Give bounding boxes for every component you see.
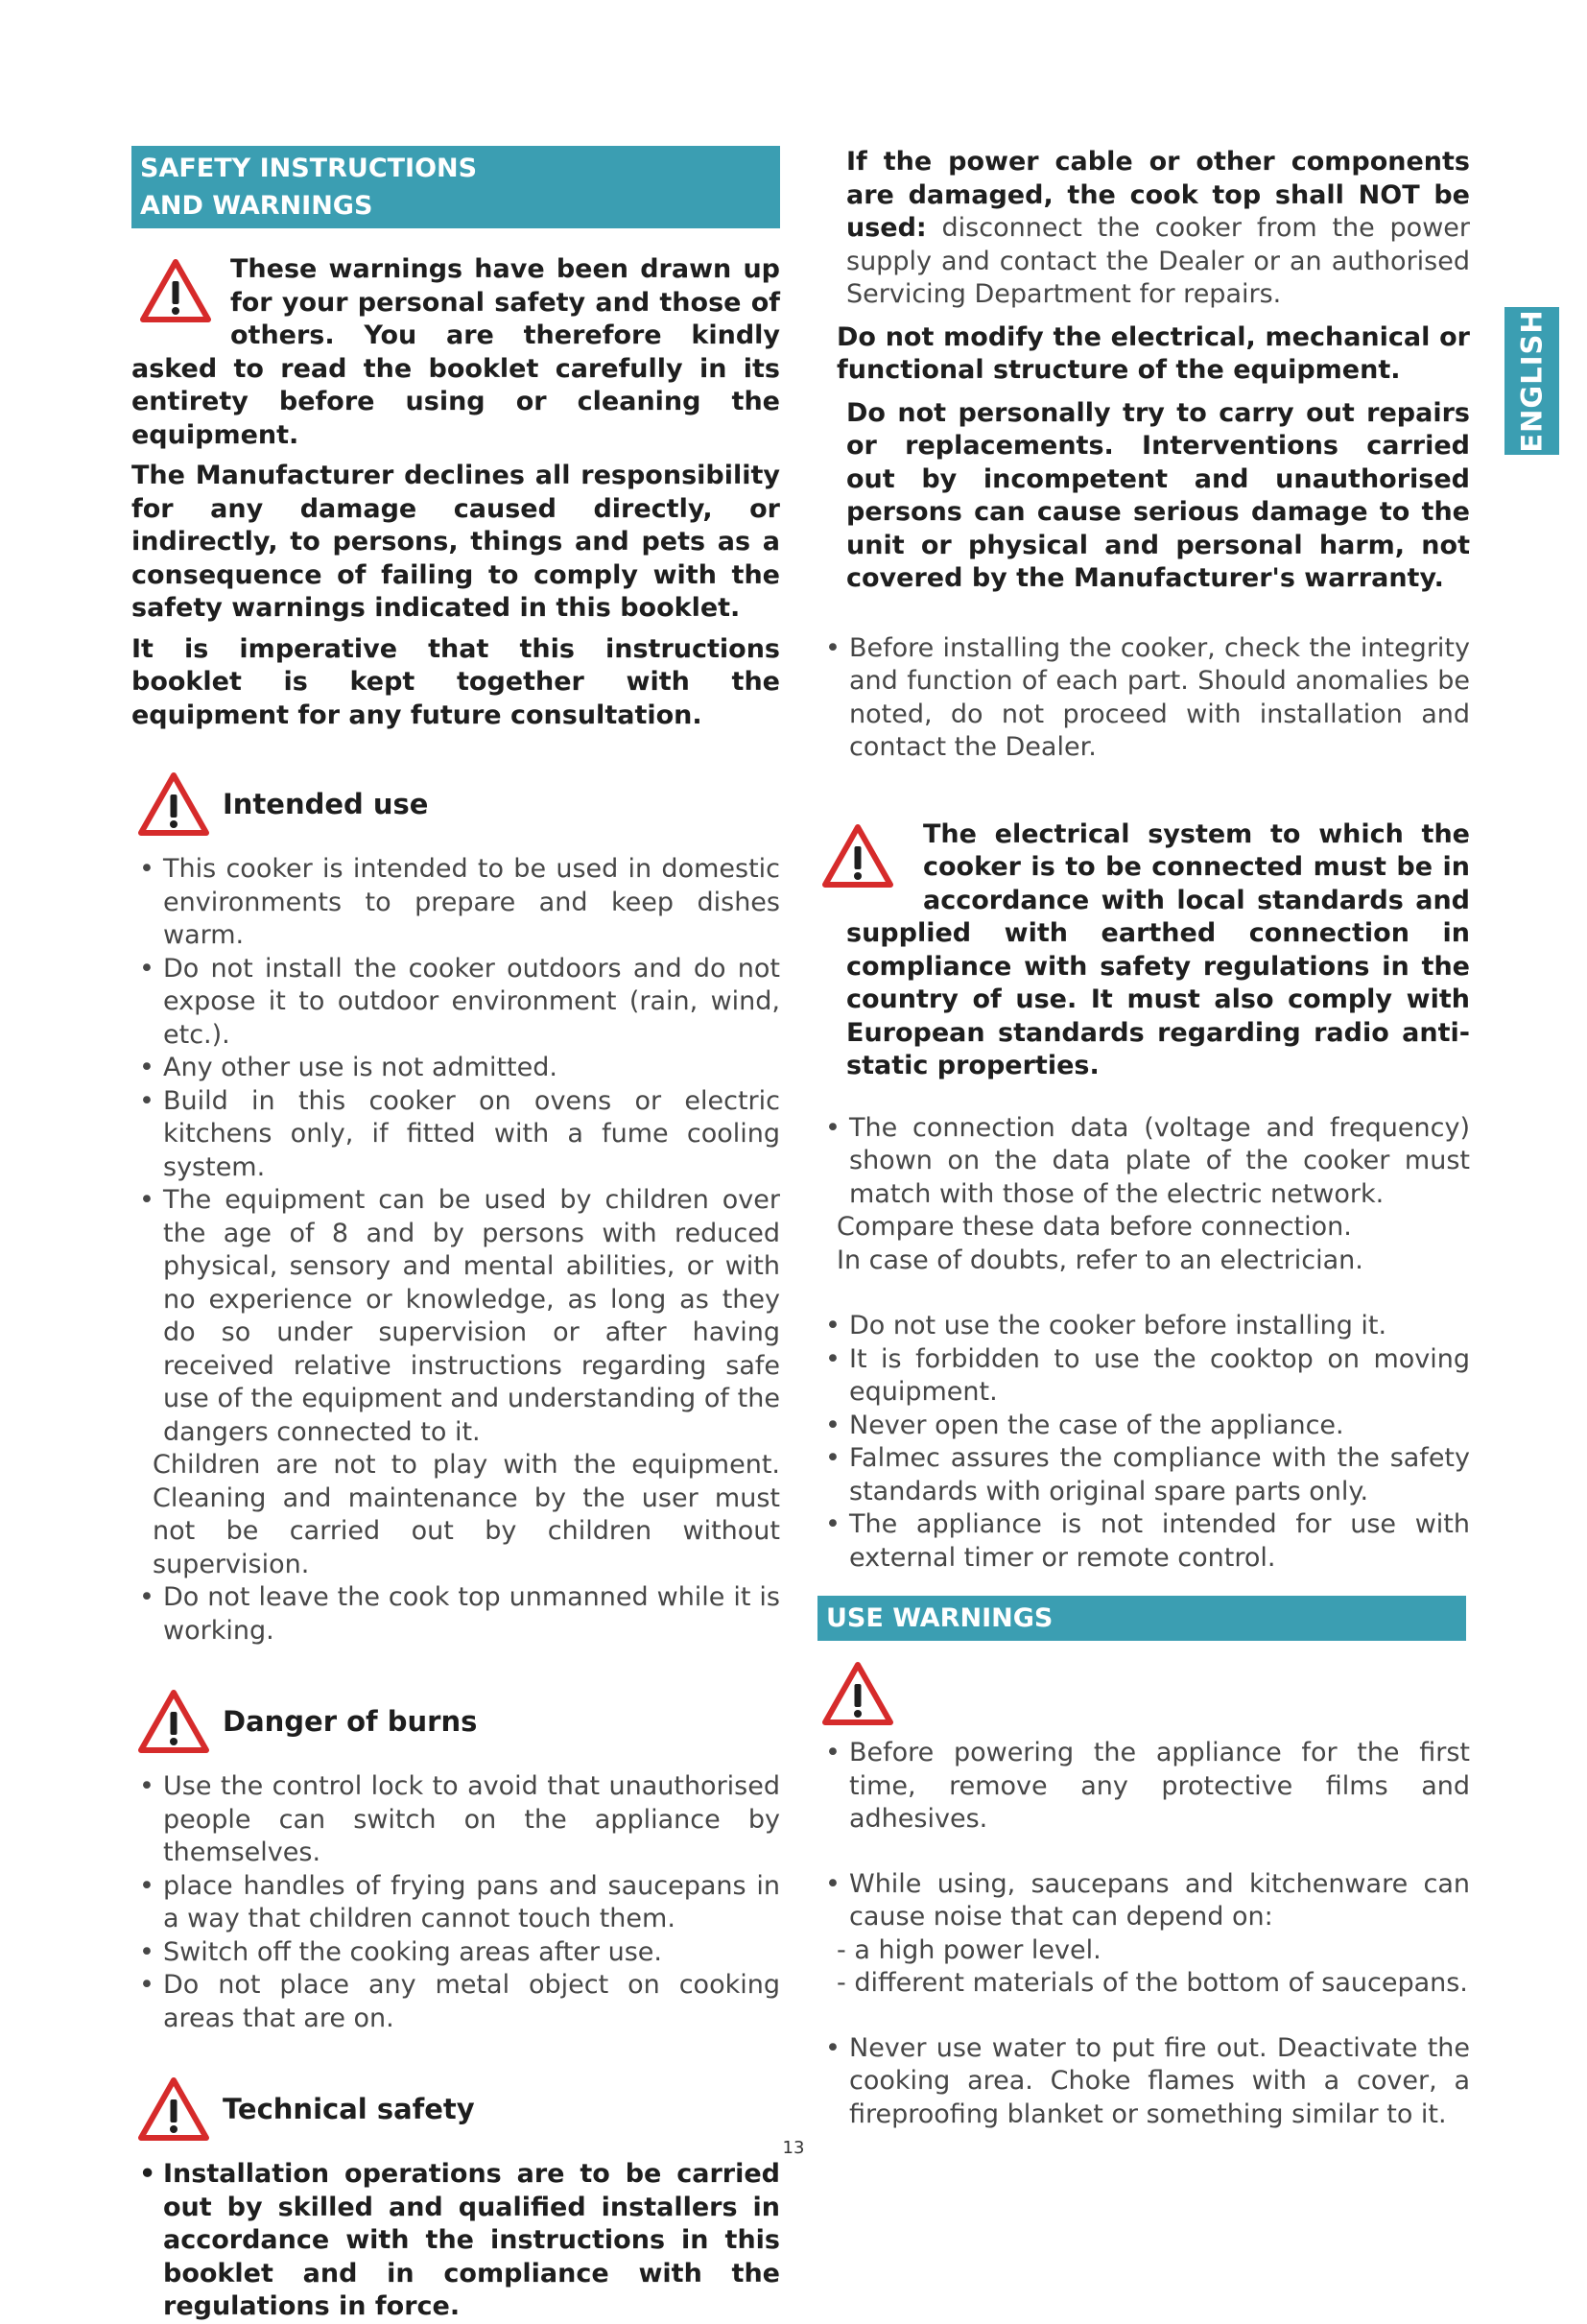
list-item: • While using, saucepans and kitchenware can cause noise that can depend on: <box>817 1868 1470 1934</box>
list-item: • Switch off the cooking areas after use. <box>131 1936 780 1970</box>
list-item: • Do not use the cooker before installing it. <box>817 1310 1470 1343</box>
intended-use-title: Intended use <box>223 788 429 820</box>
technical-heading <box>131 2075 780 2143</box>
list-item: • Build in this cooker on ovens or electric kitchens only, if fitted with a fume cooling system. <box>131 1085 780 1185</box>
damaged-components-rest: disconnect the cooker from the power supply and contact the Dealer or an authorised Servicing Department for repairs. <box>846 213 1470 309</box>
list-item: • place handles of frying pans and saucepans in a way that children cannot touch them. <box>131 1870 780 1936</box>
safety-header-line2: AND WARNINGS <box>140 191 373 221</box>
doubts-note: In case of doubts, refer to an electrician. <box>837 1245 1363 1275</box>
list-item: • Before installing the cooker, check the integrity and function of each part. Should anomalies be noted, do not proceed with installation and contact the Dealer. <box>817 632 1470 765</box>
list-item: • It is forbidden to use the cooktop on moving equipment. <box>817 1343 1470 1410</box>
language-tab-label: ENGLISH <box>1515 309 1549 453</box>
manufacturer-disclaimer: The Manufacturer declines all responsibility for any damage caused directly, or indirectly, to persons, things and pets as a consequence of failing to comply with the safety warnings indicated in this booklet. <box>131 461 780 623</box>
technical-list <box>131 2158 780 2324</box>
list-item: • Use the control lock to avoid that unauthorised people can switch on the appliance by themselves. <box>131 1770 780 1870</box>
safety-header <box>131 146 780 228</box>
list-item: • This cooker is intended to be used in domestic environments to prepare and keep dishes warm. <box>131 853 780 953</box>
use-warnings-list <box>817 1737 1470 1934</box>
no-repairs-notice: Do not personally try to carry out repairs or replacements. Interventions carried out by incompetent and unauthorised persons can cause serious damage to the unit or physical and personal harm, not covered by the Manufacturer's warranty. <box>846 397 1470 593</box>
page-number: 13 <box>782 2138 805 2158</box>
burns-heading <box>131 1688 780 1755</box>
misc-warnings-list <box>817 1310 1470 1575</box>
warning-triangle-icon <box>139 257 212 324</box>
list-item: • Never use water to put fire out. Deactivate the cooking area. Choke flames with a cover, a fireproofing blanket or something similar to it. <box>817 2032 1470 2132</box>
intro-warning-text: These warnings have been drawn up for your personal safety and those of others. You are therefore kindly asked to read the booklet carefully in its entirety before using or cleaning the equipment. <box>131 254 780 450</box>
warning-triangle-icon <box>821 1660 894 1727</box>
no-modify-notice: Do not modify the electrical, mechanical or functional structure of the equipment. <box>837 321 1470 385</box>
burns-list <box>131 1770 780 2035</box>
left-column <box>131 146 780 2324</box>
use-warnings-icon-row <box>817 1660 1470 1731</box>
intended-use-heading <box>131 771 780 838</box>
damaged-components-paragraph <box>817 146 1470 312</box>
burns-title: Danger of burns <box>223 1705 478 1738</box>
keep-booklet-notice: It is imperative that this instructions booklet is kept together with the equipment for any future consultation. <box>131 633 780 730</box>
warning-triangle-icon <box>821 822 894 889</box>
children-note: Children are not to play with the equipment. Cleaning and maintenance by the user must not be carried out by children without supervision. <box>153 1450 780 1579</box>
electrical-warning-block <box>817 818 1470 1083</box>
list-item: • Installation operations are to be carried out by skilled and qualified installers in accordance with the instructions in this booklet and in compliance with the regulations in force. <box>131 2158 780 2324</box>
intro-warning-block <box>131 253 780 452</box>
list-item: • Never open the case of the appliance. <box>817 1410 1470 1443</box>
warning-triangle-icon <box>137 2075 210 2143</box>
list-item: • Do not place any metal object on cooking areas that are on. <box>131 1969 780 2035</box>
noise-reason: - different materials of the bottom of saucepans. <box>837 1968 1468 1998</box>
compare-data-note: Compare these data before connection. <box>837 1212 1352 1242</box>
warning-triangle-icon <box>137 1688 210 1755</box>
list-item: • Do not install the cooker outdoors and do not expose it to outdoor environment (rain, wind, etc.). <box>131 953 780 1053</box>
intended-use-list <box>131 853 780 1449</box>
electrical-warning-text: The electrical system to which the cooker is to be connected must be in accordance with local standards and supplied with earthed connection in compliance with safety regulations in the country of use. It must also comply with European standards regarding radio anti-static properties. <box>846 818 1470 1080</box>
intended-use-list-end <box>131 1581 780 1648</box>
list-item: • Falmec assures the compliance with the safety standards with original spare parts only. <box>817 1442 1470 1508</box>
noise-reason: - a high power level. <box>837 1934 1101 1965</box>
language-tab <box>1504 307 1559 455</box>
list-item: • Do not leave the cook top unmanned while it is working. <box>131 1581 780 1648</box>
damaged-components-bold: If the power cable or other components are damaged, the cook top shall NOT be used: <box>846 147 1470 243</box>
check-integrity-list <box>817 632 1470 765</box>
technical-title: Technical safety <box>223 2093 475 2125</box>
list-item: • The appliance is not intended for use with external timer or remote control. <box>817 1508 1470 1575</box>
list-item: • The connection data (voltage and frequency) shown on the data plate of the cooker must match with those of the electric network. <box>817 1112 1470 1212</box>
use-warnings-header: USE WARNINGS <box>817 1596 1466 1641</box>
warning-triangle-icon <box>137 771 210 838</box>
connection-data-list <box>817 1112 1470 1212</box>
right-column <box>817 146 1470 2131</box>
safety-header-line1: SAFETY INSTRUCTIONS <box>140 154 478 183</box>
fire-warning-list <box>817 2032 1470 2132</box>
list-item: • Before powering the appliance for the first time, remove any protective films and adhesives. <box>817 1737 1470 1837</box>
list-item: • Any other use is not admitted. <box>131 1052 780 1085</box>
list-item: • The equipment can be used by children over the age of 8 and by persons with reduced physical, sensory and mental abilities, or with no experience or knowledge, as long as they do so under supervision or after having received relative instructions regarding safe use of the equipment and understanding of the dangers connected to it. <box>131 1184 780 1449</box>
